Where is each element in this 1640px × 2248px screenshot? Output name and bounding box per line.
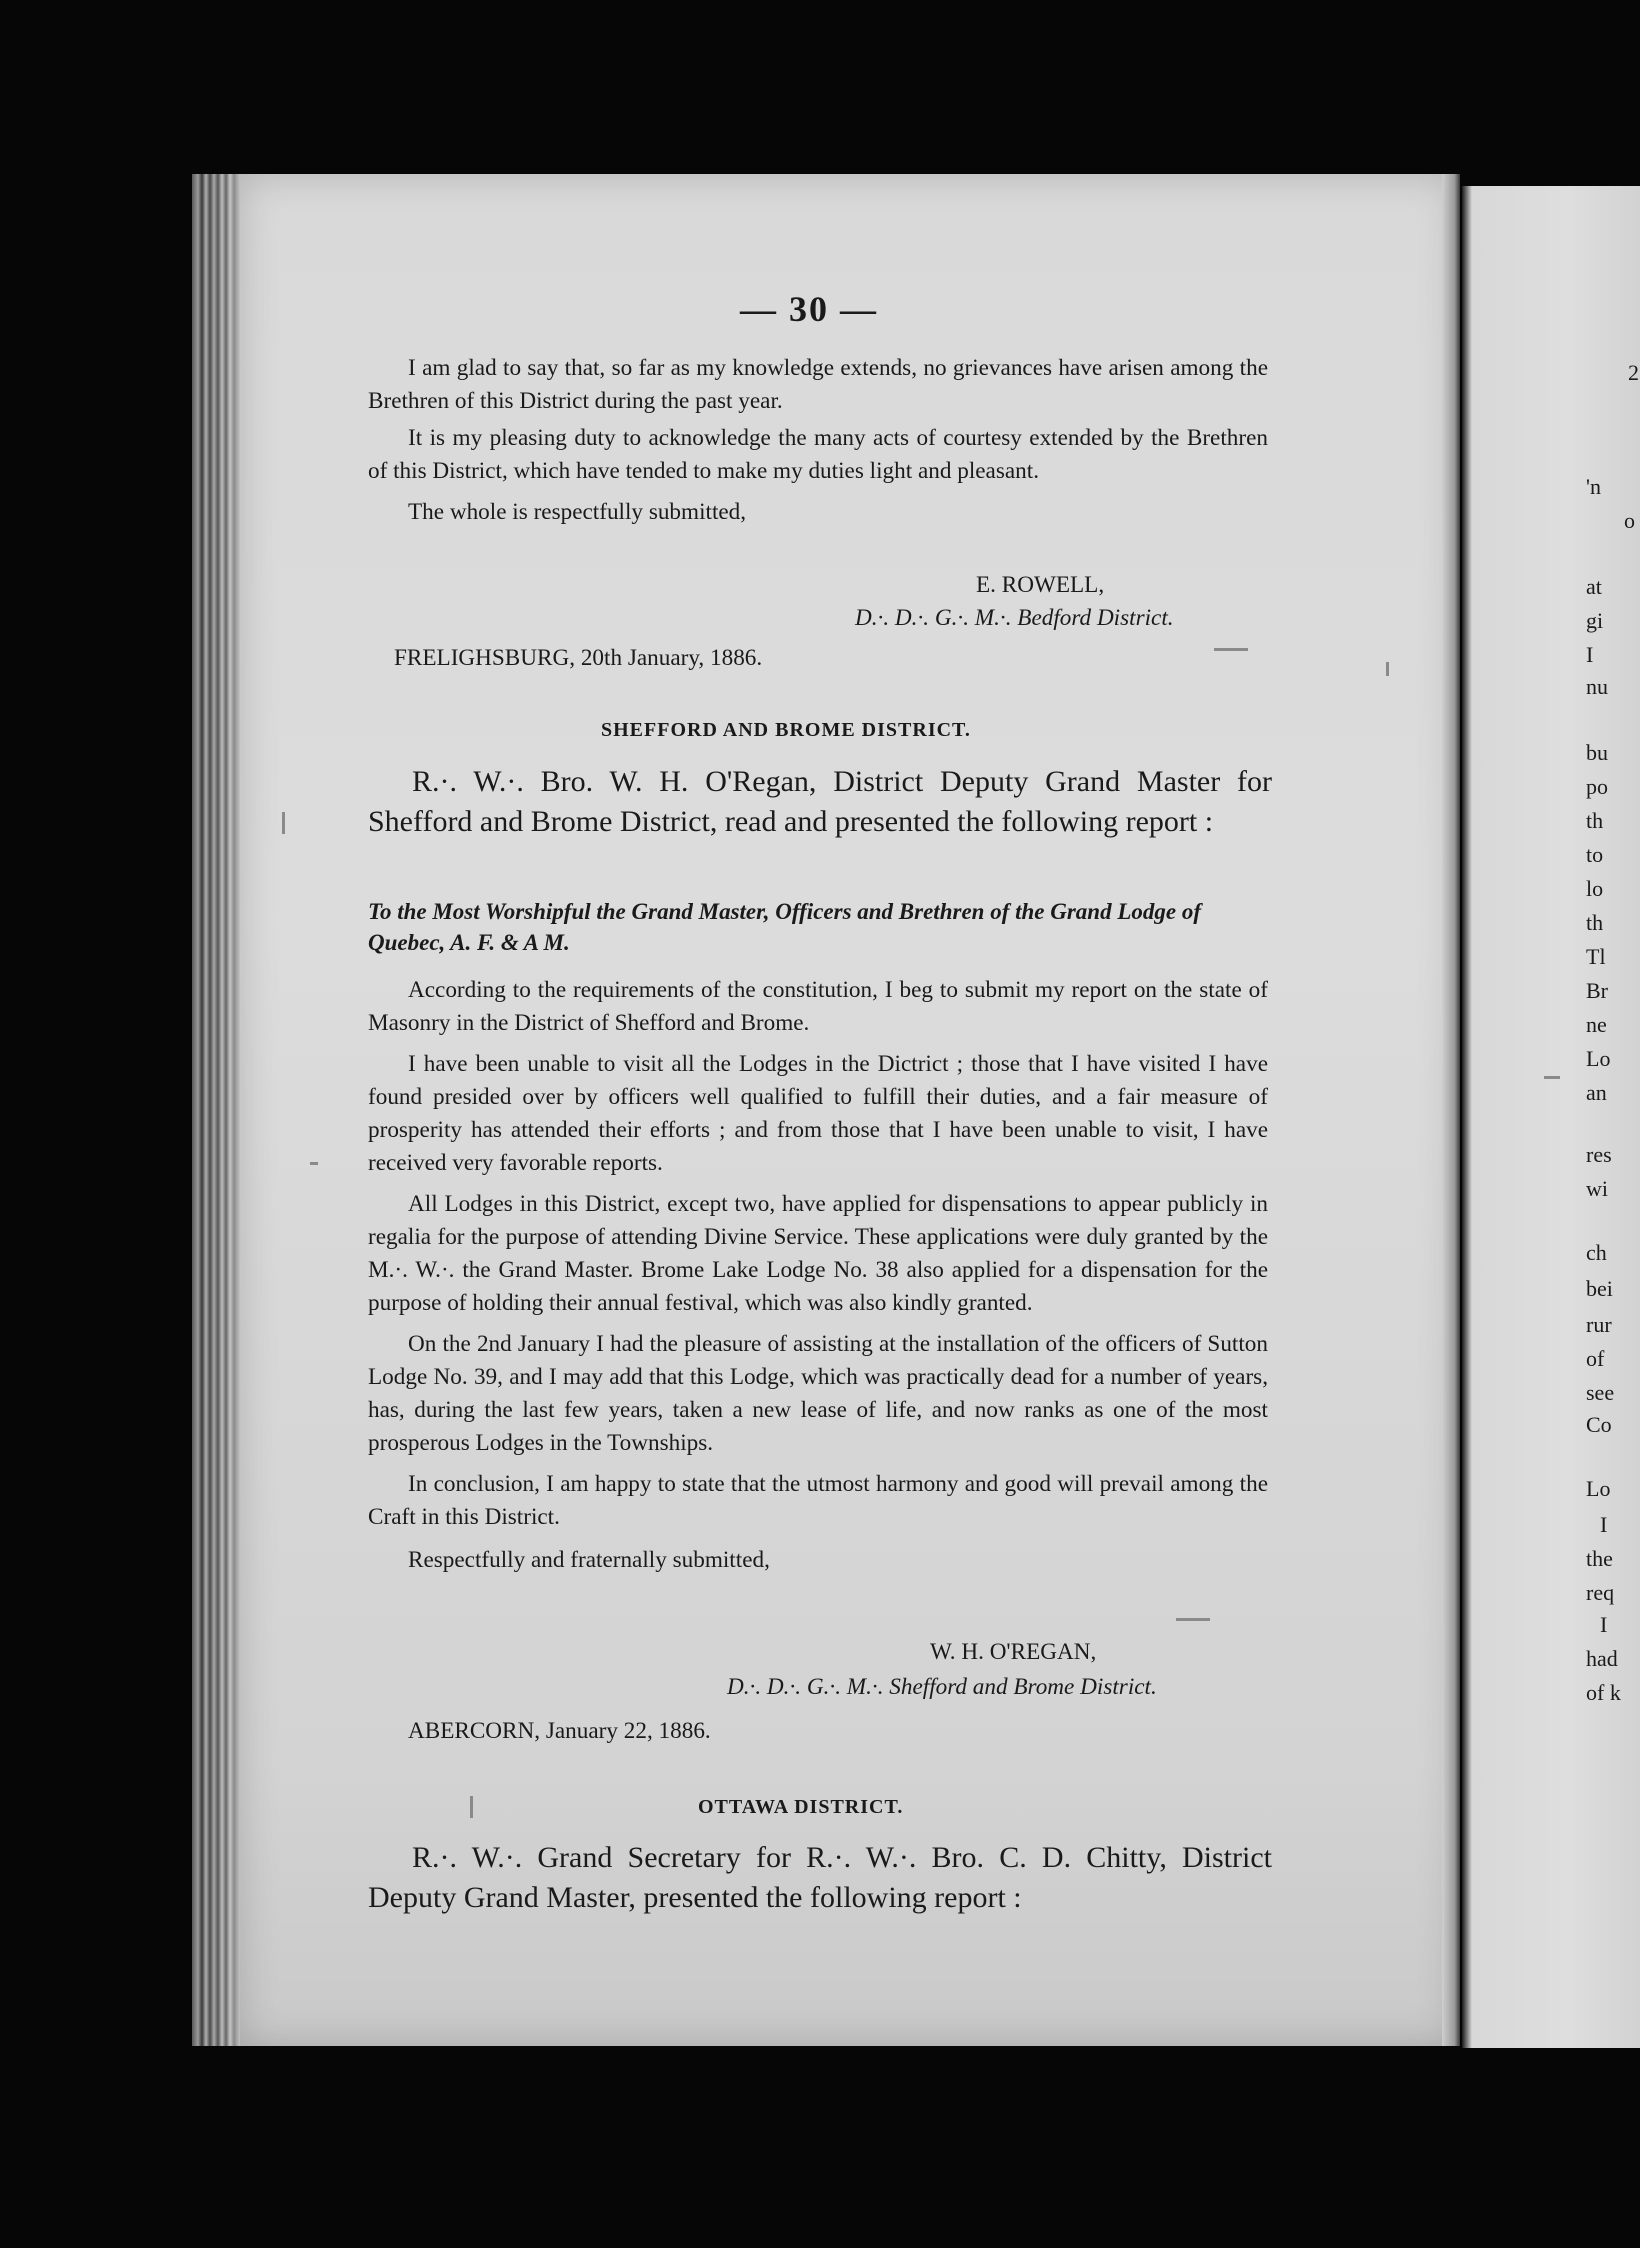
signature-name: E. ROWELL, [976,572,1105,598]
scan-artifact [1214,648,1248,651]
facing-page-fragment: to [1586,842,1604,867]
book-spine-edges [192,174,242,2046]
paragraph: The whole is respectfully submitted, [408,499,747,525]
facing-page-fragment: lo [1586,876,1604,901]
facing-page-fragment: Br [1586,978,1608,1003]
facing-page-fragment: I [1586,642,1594,667]
section-intro [368,1838,1272,1918]
paragraph: It is my pleasing duty to acknowledge the many acts of courtesy extended by the Brethren of this District, which have tended to make my duties light and pleasant. [368,425,1268,484]
section-heading: SHEFFORD AND BROME DISTRICT. [601,719,971,741]
facing-page-fragment: rur [1586,1312,1612,1337]
facing-page-fragment: 2 [1628,360,1639,385]
facing-page-fragment: of k [1586,1680,1621,1705]
facing-page-fragment: po [1586,774,1608,799]
scan-artifact [1386,662,1389,676]
section-heading: OTTAWA DISTRICT. [698,1796,904,1818]
facing-page-fragment: ch [1586,1240,1607,1265]
facing-page-fragment: Lo [1586,1046,1611,1071]
facing-page-fragment: the [1586,1546,1613,1571]
facing-page-fragment: Tl [1586,944,1606,969]
facing-page-fragment: nu [1586,674,1608,699]
rowell-report-body [368,352,1268,529]
dateline: FRELIGHSBURG, 20th January, 1886. [394,645,763,671]
facing-page-fragment: th [1586,910,1604,935]
page-number: — 30 — [740,289,878,329]
facing-page-fragment: res [1586,1142,1612,1167]
facing-page-fragment: wi [1586,1176,1608,1201]
facing-page-fragment: bu [1586,740,1608,765]
paragraph: On the 2nd January I had the pleasure of assisting at the installation of the officers of Sutton Lodge No. 39, and I may add that this Lodge, which was practically dead for a number of years, has, during the last few years, taken a new lease of life, and now ranks as one of the most prosperous Lodges in the Townships. [368,1331,1268,1456]
paragraph: All Lodges in this District, except two, have applied for dispensations to appear publicly in regalia for the purpose of attending Divine Service. These applications were duly granted by the M.·. W.·. the Grand Master. Brome Lake Lodge No. 38 also applied for a dispensation for the purpose of holding their annual festival, which was also kindly granted. [368,1191,1268,1316]
address-text: To the Most Worshipful the Grand Master, Officers and Brethren of the Grand Lodge of Quebec, A. F. & A M. [368,899,1202,955]
facing-page-fragment: I [1600,1612,1608,1637]
facing-page-fragment: Co [1586,1412,1612,1437]
facing-page-fragment: gi [1586,608,1604,633]
signature-title: D.·. D.·. G.·. M.·. Shefford and Brome District. [727,1674,1157,1700]
paragraph: I have been unable to visit all the Lodges in the Dictrict ; those that I have visited I have found presided over by officers well qualified to fulfill their duties, and a fair measure of prosperity has attended their efforts ; and from those that I have been unable to visit, I have received very favorable reports. [368,1051,1268,1176]
shefford-report-body [368,974,1268,1577]
signature-title: D.·. D.·. G.·. M.·. Bedford District. [855,605,1174,631]
facing-page-fragment: at [1586,574,1602,599]
signature-name: W. H. O'REGAN, [930,1639,1097,1665]
scan-artifact [1544,1076,1560,1079]
page-gutter [1442,174,1460,2046]
section-intro [368,762,1272,842]
scan-artifact [470,1796,473,1818]
intro-text: R.·. W.·. Bro. W. H. O'Regan, District Deputy Grand Master for Shefford and Brome District, read and presented the following report : [368,765,1272,838]
intro-text: R.·. W.·. Grand Secretary for R.·. W.·. Bro. C. D. Chitty, District Deputy Grand Master, presented the following report : [368,1841,1272,1914]
facing-page-fragment: of [1586,1346,1605,1371]
facing-page-fragment: Lo [1586,1476,1611,1501]
facing-page-fragment: 'n [1586,474,1601,499]
facing-page-fragment: see [1586,1380,1615,1405]
scan-artifact [310,1162,318,1165]
facing-page-fragment: req [1586,1580,1615,1605]
report-address [368,896,1272,958]
facing-page-edge [1462,186,1640,2048]
paragraph: In conclusion, I am happy to state that the utmost harmony and good will prevail among the Craft in this District. [368,1471,1268,1530]
facing-page-fragment: an [1586,1080,1607,1105]
paragraph: According to the requirements of the constitution, I beg to submit my report on the state of Masonry in the District of Shefford and Brome. [368,977,1268,1036]
scan-artifact [1176,1618,1210,1621]
facing-page-fragment: th [1586,808,1604,833]
facing-page-fragment: I [1600,1512,1608,1537]
paragraph: Respectfully and fraternally submitted, [408,1547,770,1573]
scan-artifact [282,812,285,834]
facing-page-fragment: ne [1586,1012,1607,1037]
dateline: ABERCORN, January 22, 1886. [408,1718,711,1744]
facing-page-fragment: o [1624,508,1635,533]
facing-page-fragment: bei [1586,1276,1613,1301]
facing-page-fragment: had [1586,1646,1618,1671]
paragraph: I am glad to say that, so far as my knowledge extends, no grievances have arisen among the Brethren of this District during the past year. [368,355,1268,414]
